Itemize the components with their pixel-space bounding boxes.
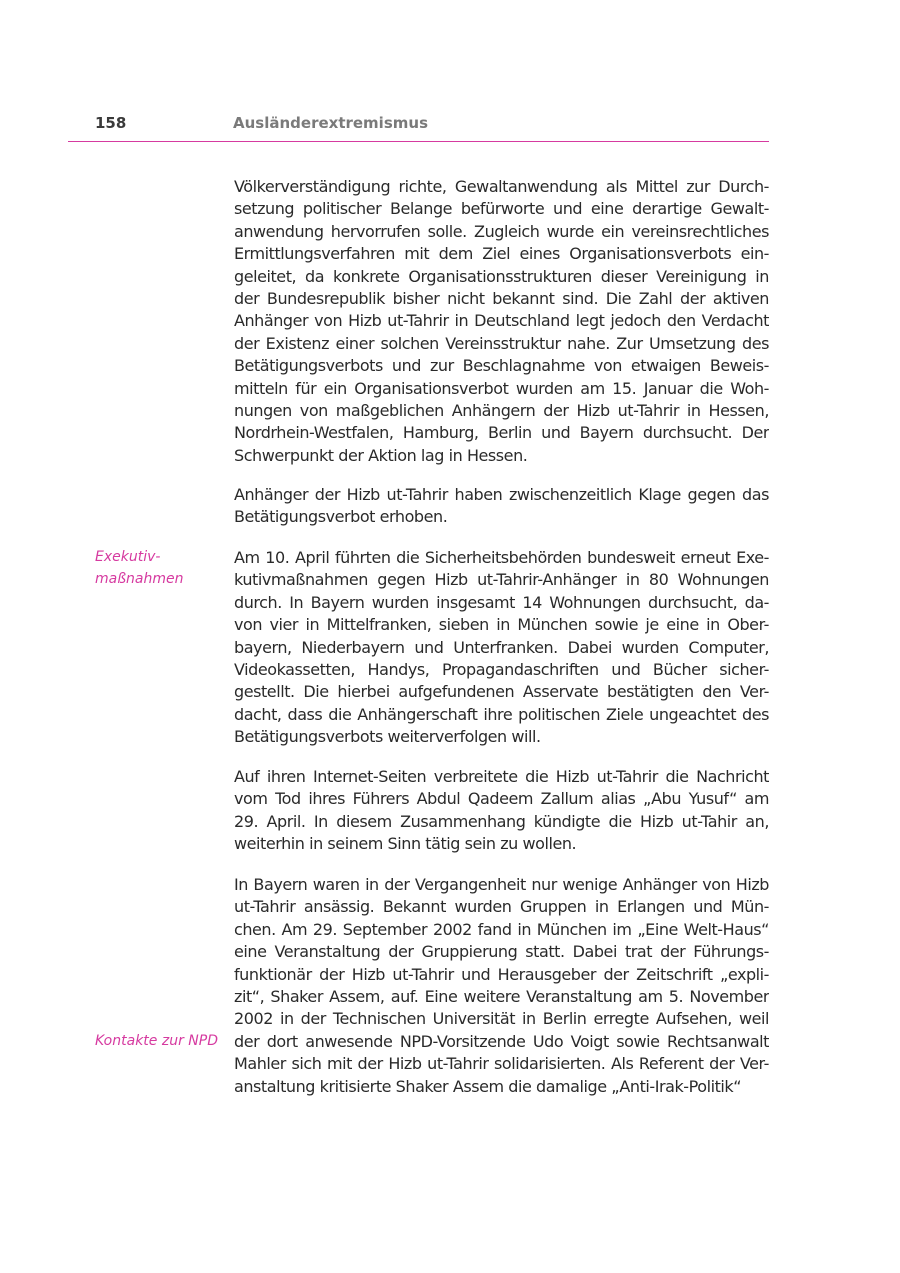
text-line: eine Veranstaltung der Gruppierung statt. Dabei trat der Führungs- <box>234 942 769 962</box>
paragraph-executive-measures <box>234 547 769 749</box>
text-line: bayern, Niederbayern und Unterfranken. Dabei wurden Computer, <box>234 637 769 657</box>
chapter-title: Ausländerextremismus <box>233 114 428 132</box>
text-line: Ermittlungsverfahren mit dem Ziel eines Organisationsverbots ein- <box>234 244 769 264</box>
text-line: durch. In Bayern wurden insgesamt 14 Wohnungen durchsucht, da- <box>234 592 769 612</box>
text-line: vom Tod ihres Führers Abdul Qadeem Zallum alias „Abu Yusuf“ am <box>234 789 769 809</box>
paragraph-ban-and-search <box>234 176 769 467</box>
text-line: Auf ihren Internet-Seiten verbreitete die Hizb ut-Tahrir die Nachricht <box>234 767 769 786</box>
text-line: 29. April. In diesem Zusammenhang kündigte die Hizb ut-Tahir an, <box>234 811 769 831</box>
margin-note-npd-contacts: Kontakte zur NPD <box>95 1033 218 1049</box>
margin-note-executive-measures: Exekutiv- maßnahmen <box>95 549 184 587</box>
text-line: Anhänger von Hizb ut-Tahrir in Deutschland legt jedoch den Verdacht <box>234 311 769 331</box>
text-line: Anhänger der Hizb ut-Tahrir haben zwischenzeitlich Klage gegen das <box>234 485 769 504</box>
text-line: anwendung hervorrufen solle. Zugleich wurde ein vereinsrechtliches <box>234 221 769 241</box>
text-line: nungen von maßgeblichen Anhängern der Hizb ut-Tahrir in Hessen, <box>234 400 769 420</box>
text-line: dacht, dass die Anhängerschaft ihre politischen Ziele ungeachtet des <box>234 704 769 724</box>
page-number: 158 <box>95 114 127 132</box>
text-line: Am 10. April führten die Sicherheitsbehörden bundesweit erneut Exe- <box>234 548 769 567</box>
text-line: Betätigungsverbots weiterverfolgen will. <box>234 727 541 747</box>
text-line: weiterhin in seinem Sinn tätig sein zu wollen. <box>234 834 577 854</box>
text-line: gestellt. Die hierbei aufgefundenen Asservate bestätigten den Ver- <box>234 682 769 702</box>
text-line: funktionär der Hizb ut-Tahrir und Herausgeber der Zeitschrift „expli- <box>234 964 769 984</box>
text-line: zit“, Shaker Assem, auf. Eine weitere Veranstaltung am 5. November <box>234 986 769 1006</box>
text-line: Völkerverständigung richte, Gewaltanwendung als Mittel zur Durch- <box>234 177 769 196</box>
text-line: 2002 in der Technischen Universität in Berlin erregte Aufsehen, weil <box>234 1009 769 1029</box>
text-line: kutivmaßnahmen gegen Hizb ut-Tahrir-Anhänger in 80 Wohnungen <box>234 570 769 590</box>
text-line: chen. Am 29. September 2002 fand in München im „Eine Welt-Haus“ <box>234 919 769 939</box>
text-line: ut-Tahrir ansässig. Bekannt wurden Gruppen in Erlangen und Mün- <box>234 897 769 917</box>
text-line: der Bundesrepublik bisher nicht bekannt sind. Die Zahl der aktiven <box>234 288 769 308</box>
text-line: geleitet, da konkrete Organisationsstrukturen dieser Vereinigung in <box>234 266 769 286</box>
paragraph-bavaria-npd <box>234 874 769 1098</box>
text-line: von vier in Mittelfranken, sieben in München sowie je eine in Ober- <box>234 615 769 635</box>
paragraph-leader-death <box>234 766 769 856</box>
header-rule <box>68 141 769 142</box>
text-line: In Bayern waren in der Vergangenheit nur wenige Anhänger von Hizb <box>234 875 769 894</box>
running-header <box>68 114 769 142</box>
paragraph-lawsuit <box>234 484 769 529</box>
text-line: mitteln für ein Organisationsverbot wurden am 15. Januar die Woh- <box>234 378 769 398</box>
text-line: der Existenz einer solchen Vereinsstruktur nahe. Zur Umsetzung des <box>234 333 769 353</box>
text-line: Schwerpunkt der Aktion lag in Hessen. <box>234 445 528 465</box>
text-line: Nordrhein-Westfalen, Hamburg, Berlin und Bayern durchsucht. Der <box>234 423 769 443</box>
text-line: Mahler sich mit der Hizb ut-Tahrir solidarisierten. Als Referent der Ver- <box>234 1054 769 1074</box>
text-line: Videokassetten, Handys, Propagandaschriften und Bücher sicher- <box>234 659 769 679</box>
text-line: der dort anwesende NPD-Vorsitzende Udo Voigt sowie Rechtsanwalt <box>234 1031 769 1051</box>
text-line: Betätigungsverbots und zur Beschlagnahme von etwaigen Beweis- <box>234 356 769 376</box>
text-line: anstaltung kritisierte Shaker Assem die damalige „Anti-Irak-Politik“ <box>234 1076 742 1096</box>
text-line: setzung politischer Belange befürworte und eine derartige Gewalt- <box>234 199 769 219</box>
text-line: Betätigungsverbot erhoben. <box>234 507 448 527</box>
